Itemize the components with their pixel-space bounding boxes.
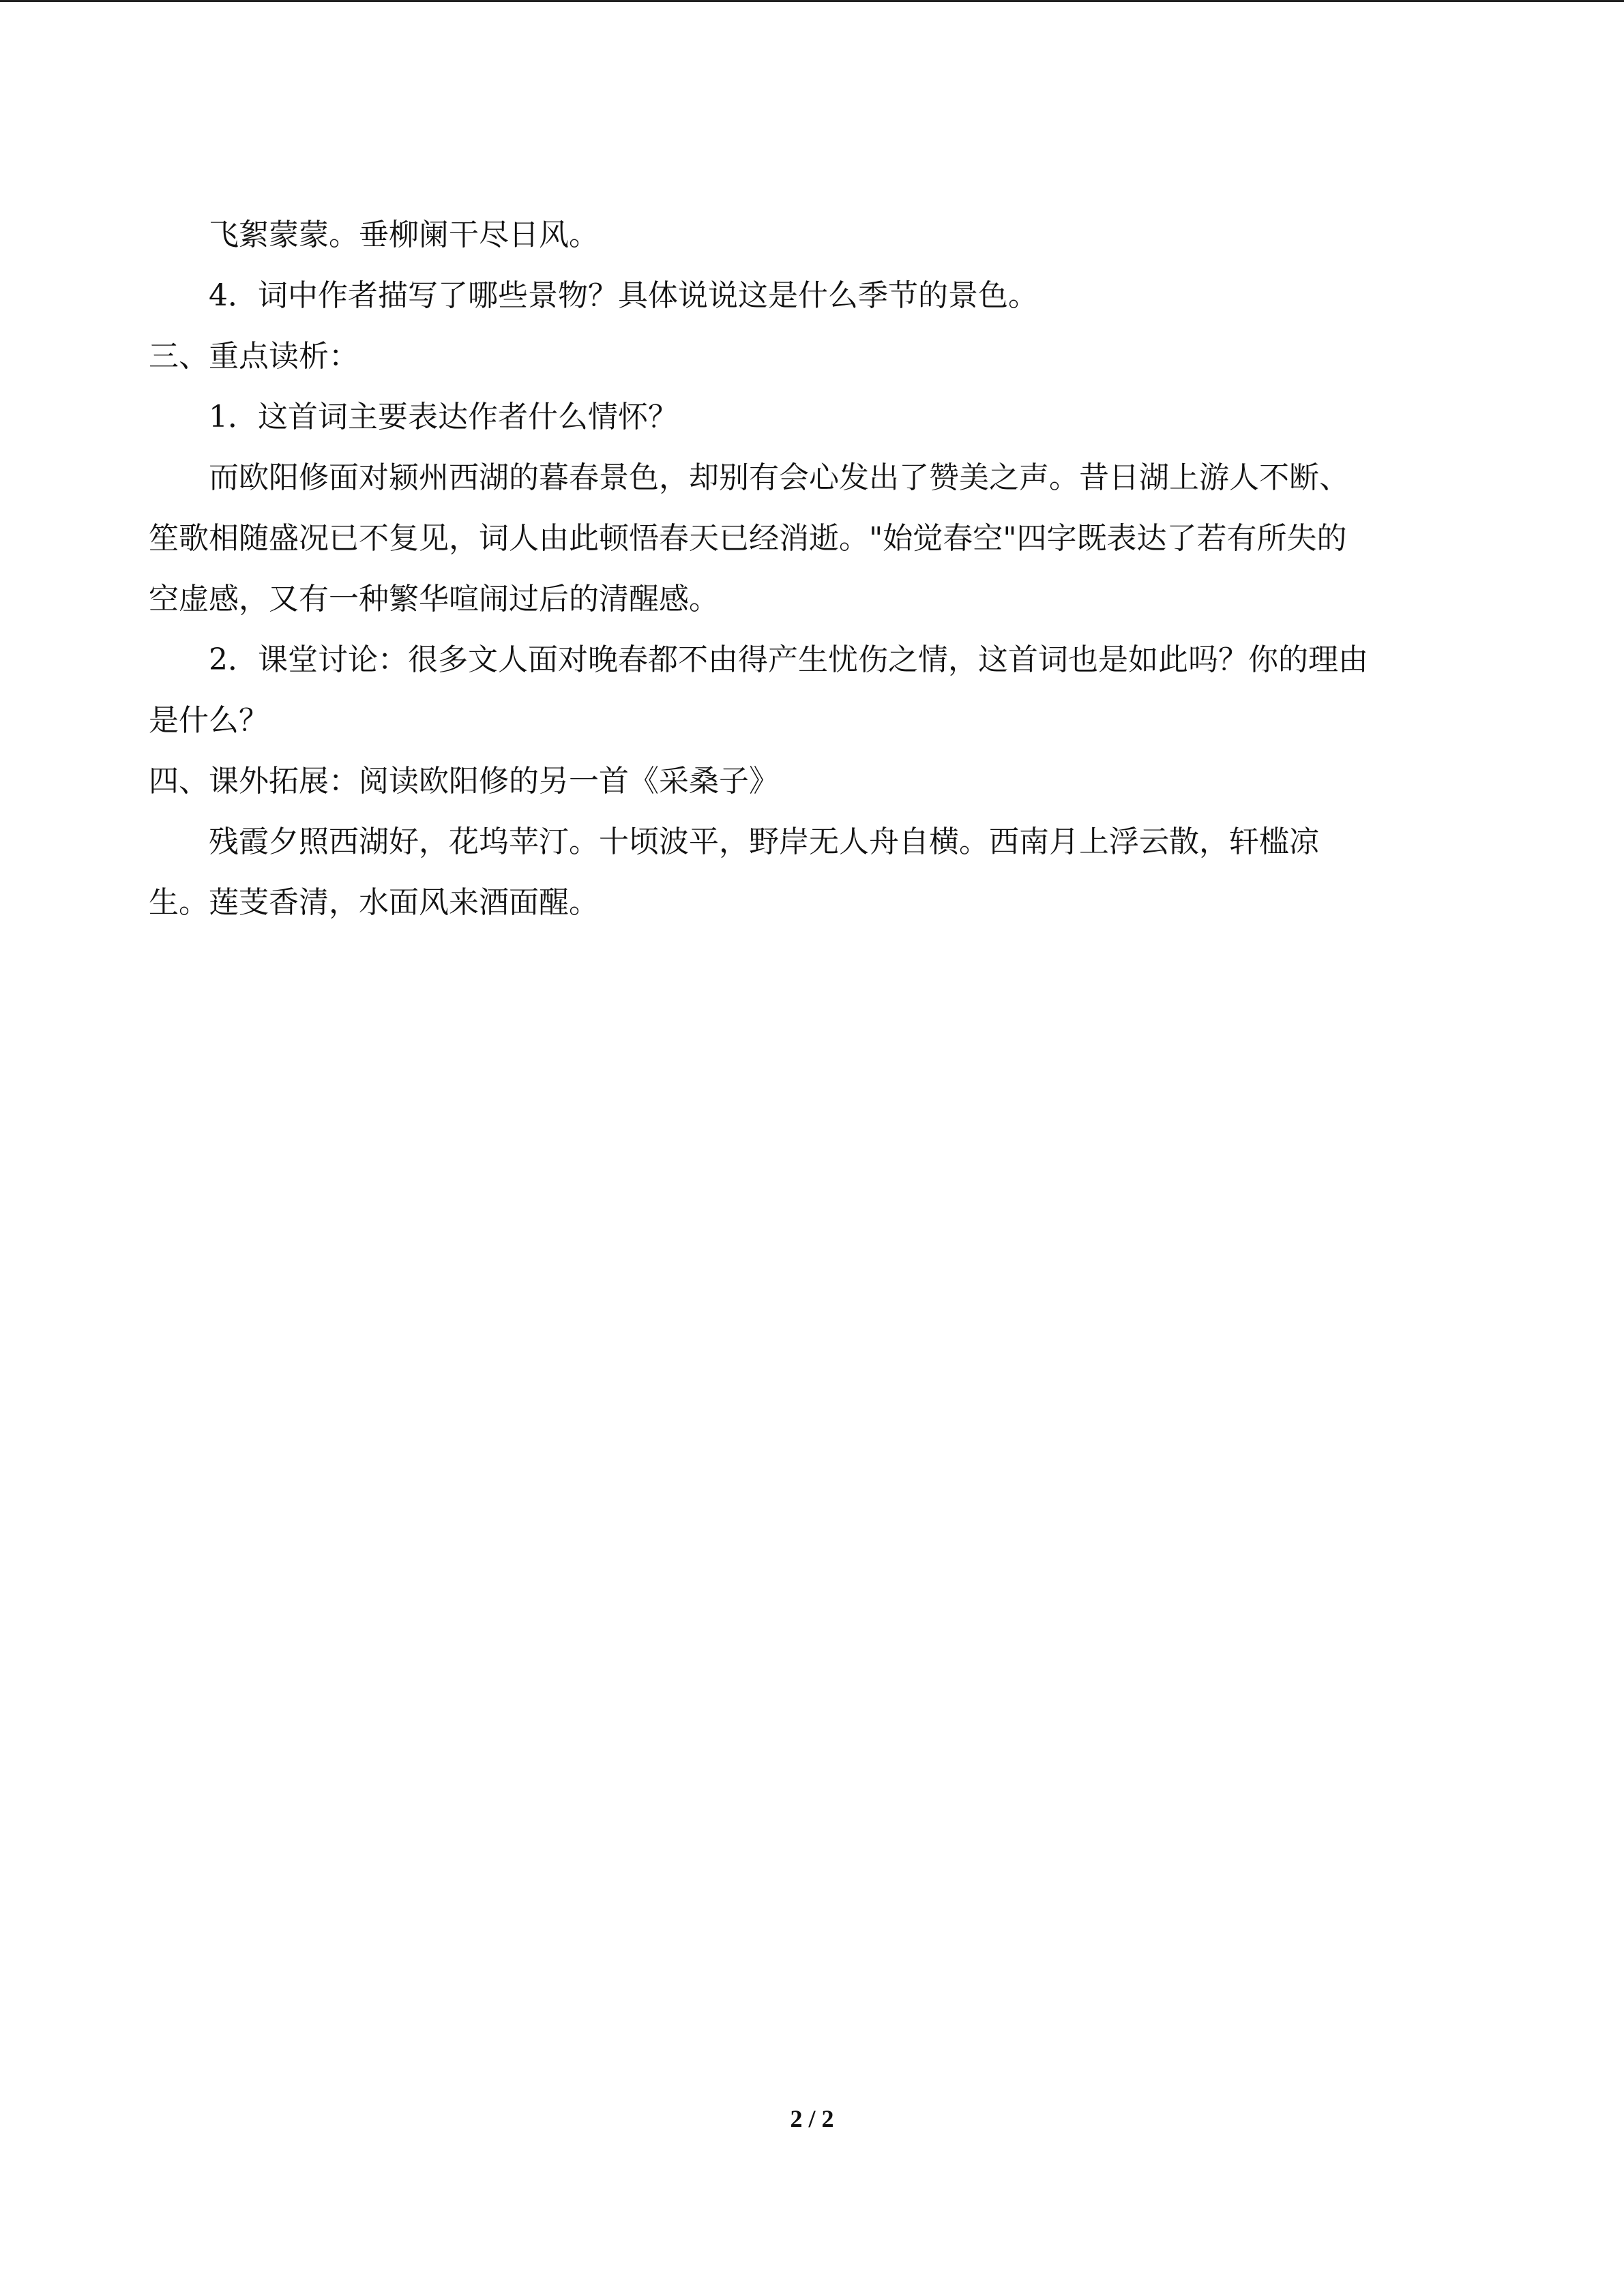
- answer-paragraph-line-1: 而欧阳修面对颍州西湖的暮春景色，却别有会心发出了赞美之声。昔日湖上游人不断、: [209, 460, 1349, 495]
- page-number: 2 / 2: [790, 2105, 834, 2132]
- section-heading-key-analysis: 三、重点读析：: [149, 339, 359, 374]
- extension-poem-line-1: 残霞夕照西湖好，花坞苹汀。十顷波平，野岸无人舟自横。西南月上浮云散，轩槛凉: [209, 824, 1319, 859]
- answer-paragraph-line-2: 笙歌相随盛况已不复见，词人由此顿悟春天已经消逝。"始觉春空"四字既表达了若有所失的: [149, 521, 1347, 556]
- top-border-line: [0, 0, 1624, 2]
- poem-line-continuation: 飞絮蒙蒙。垂柳阑干尽日风。: [209, 218, 599, 252]
- question-1: 1．这首词主要表达作者什么情怀？: [209, 400, 678, 434]
- section-heading-extension: 四、课外拓展：阅读欧阳修的另一首《采桑子》: [149, 764, 779, 799]
- extension-poem-line-2: 生。莲芰香清，水面风来酒面醒。: [149, 885, 599, 920]
- answer-paragraph-line-3: 空虚感，又有一种繁华喧闹过后的清醒感。: [149, 582, 719, 616]
- question-2-line-1: 2．课堂讨论：很多文人面对晚春都不由得产生忧伤之情，这首词也是如此吗？你的理由: [209, 642, 1368, 677]
- question-2-line-2: 是什么？: [149, 703, 269, 738]
- document-body: [149, 205, 1486, 933]
- question-4: 4．词中作者描写了哪些景物？具体说说这是什么季节的景色。: [209, 278, 1038, 313]
